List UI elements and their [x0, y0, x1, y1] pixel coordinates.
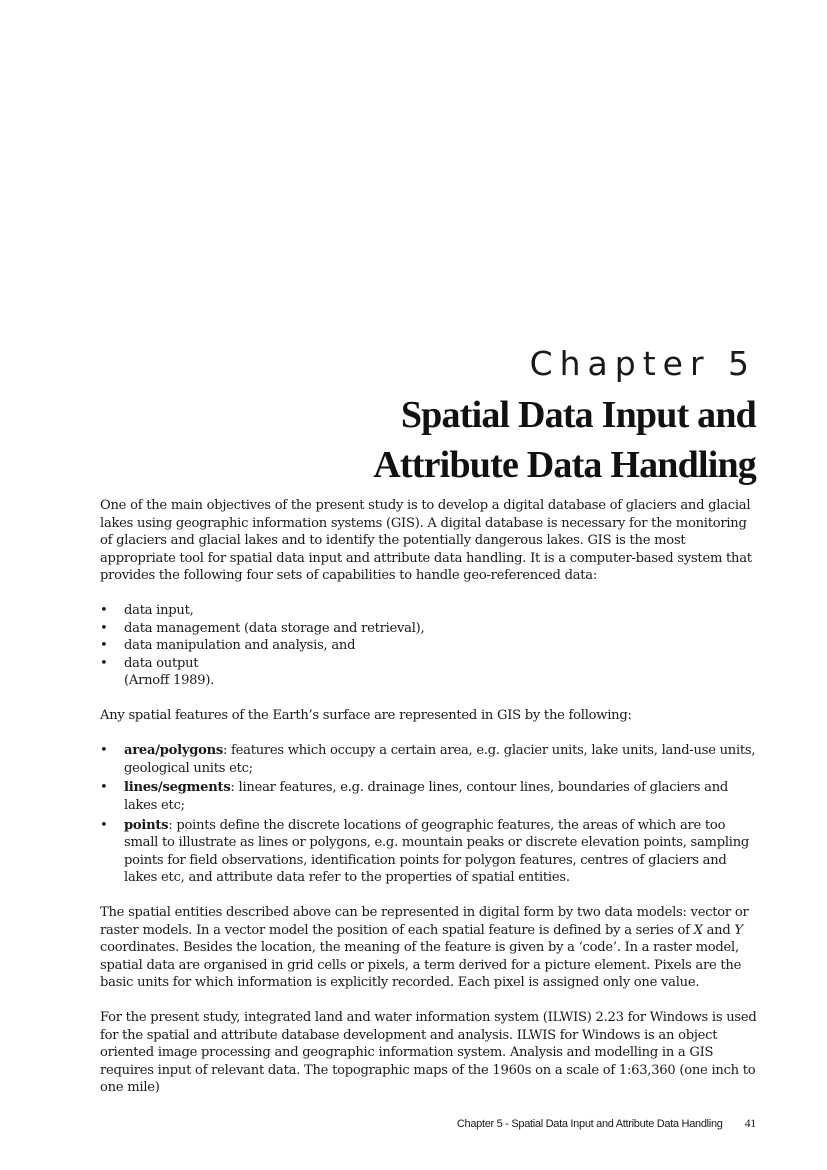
ilwis-paragraph: For the present study, integrated land and water information system (ILWIS) 2.23 for Windows is used for the spatial and attribute database development and analysis. ILWIS for Windows is an object oriented image processing and geographic information system. Analysis and modelling in a GIS requires input of relevant data. The topographic maps of the 1960s on a scale of 1:63,360 (one inch to one mile) — [100, 1010, 757, 1096]
feature-term: points — [124, 817, 169, 833]
list-item — [100, 779, 760, 814]
features-list — [100, 742, 760, 887]
feature-description: : points define the discrete locations of geographic features, the areas of which are too small to illustrate as lines or polygons, e.g. mountain peaks or discrete elevation points, sampling points for field observations, identification points for polygon features, centres of glaciers and lakes etc, and attribute data refer to the properties of spatial entities. — [124, 817, 750, 886]
list-item-text: data management (data storage and retrieval), — [124, 620, 425, 636]
list-item — [100, 602, 760, 620]
list-item — [100, 637, 760, 655]
bullet-icon: • — [100, 603, 108, 618]
feature-description: : linear features, e.g. drainage lines, contour lines, boundaries of glaciers and lakes etc; — [124, 780, 729, 813]
features-lead: Any spatial features of the Earth’s surface are represented in GIS by the following: — [100, 708, 632, 723]
intro-paragraph: One of the main objectives of the present study is to develop a digital database of glaciers and glacial lakes using geographic information systems (GIS). A digital database is necessary for the monitoring of glaciers and glacial lakes and to identify the potentially dangerous lakes. GIS is the most appropriate tool for spatial data input and attribute data handling. It is a computer-based system that provides the following four sets of capabilities to handle geo-referenced data: — [100, 498, 752, 583]
chapter-label: Chapter 5 — [529, 344, 756, 383]
bullet-icon: • — [100, 780, 108, 796]
x-symbol: X — [693, 922, 703, 938]
chapter-title-line-1: Spatial Data Input and — [400, 394, 756, 436]
data-models-paragraph — [100, 904, 760, 992]
feature-term: lines/segments — [124, 780, 231, 796]
running-head: Chapter 5 - Spatial Data Input and Attribute Data Handling — [456, 1118, 723, 1130]
bullet-icon: • — [100, 817, 108, 833]
list-item — [100, 817, 760, 887]
list-item-text: data manipulation and analysis, and — [124, 638, 356, 653]
list-item — [100, 655, 760, 690]
list-item-text: data output — [124, 655, 199, 671]
feature-term: area/polygons — [124, 743, 223, 758]
list-item-text: data input, — [124, 603, 194, 618]
list-item — [100, 742, 760, 777]
body-text — [100, 497, 760, 1114]
chapter-title-line-2: Attribute Data Handling — [373, 444, 756, 486]
models-text-2: coordinates. Besides the location, the meaning of the feature is given by a ‘code’. In a raster model, spatial data are organised in grid cells or pixels, a term derived for a picture element. Pixels are the basic units for which information is explicitly recorded. Each pixel is assigned only one value. — [100, 940, 742, 991]
feature-description: : features which occupy a certain area, e.g. glacier units, lake units, land-use units, geological units etc; — [124, 743, 756, 776]
bullet-icon: • — [100, 620, 108, 636]
models-and: and — [702, 922, 735, 938]
page-footer — [457, 1116, 756, 1131]
bullet-icon: • — [100, 638, 108, 653]
list-item — [100, 620, 760, 638]
models-text-1: The spatial entities described above can be represented in digital form by two data models: vector or raster models. In a vector model the position of each spatial feature is defined by a series of — [100, 905, 749, 938]
capabilities-list — [100, 602, 760, 690]
citation: (Arnoff 1989). — [124, 673, 215, 688]
bullet-icon: • — [100, 743, 108, 758]
page-number: 41 — [744, 1116, 756, 1130]
chapter-title — [156, 390, 756, 490]
bullet-icon: • — [100, 655, 108, 671]
y-symbol: Y — [734, 922, 743, 938]
